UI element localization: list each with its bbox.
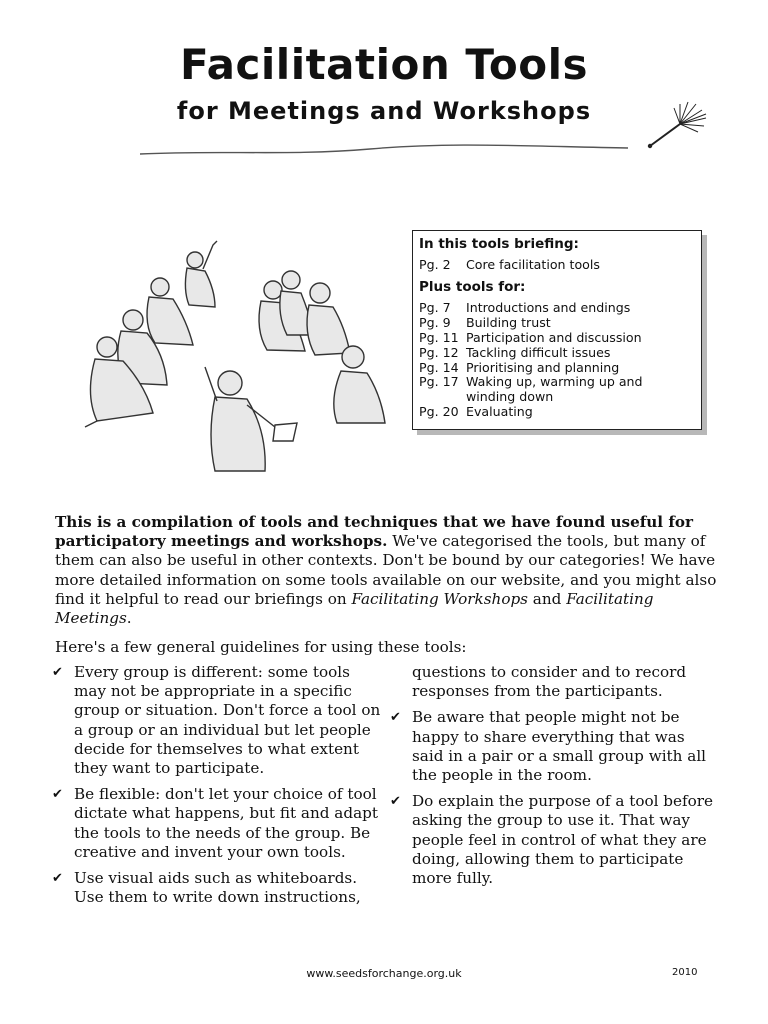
contents-row xyxy=(419,346,695,361)
guideline-item xyxy=(52,663,382,778)
contents-page: Pg. 12 xyxy=(419,344,459,360)
contents-label: Participation and discussion xyxy=(466,329,642,345)
contents-page xyxy=(419,390,466,405)
guideline-item xyxy=(390,792,720,888)
guideline-text: Be flexible: don't let your choice of tool dictate what happens, but fit and adapt the tools to the needs of the group. Be creative and invent your own tools. xyxy=(74,785,378,861)
contents-label: Tackling difficult issues xyxy=(466,344,611,360)
contents-page: Pg. 14 xyxy=(419,359,459,375)
contents-row xyxy=(419,390,695,405)
title-underline xyxy=(140,140,630,160)
guideline-item xyxy=(52,785,382,862)
intro-italic-meetings: Facilitating Meetings xyxy=(55,589,654,628)
contents-row xyxy=(419,301,695,316)
guideline-item xyxy=(52,869,382,907)
contents-page: Pg. 20 xyxy=(419,404,459,420)
tick-icon: ✔ xyxy=(52,871,63,887)
guidelines-lead: Here's a few general guidelines for using these tools: xyxy=(55,638,467,656)
tick-icon: ✔ xyxy=(52,787,63,803)
intro-italic-workshops: Facilitating Workshops xyxy=(351,589,528,608)
contents-label: Waking up, warming up and xyxy=(466,374,643,390)
contents-page: Pg. 2 xyxy=(419,257,451,272)
dandelion-seed-icon xyxy=(640,100,710,152)
guideline-text: Do explain the purpose of a tool before asking the group to use it. That way people feel in control of what they are doing, allowing them to participate more fully. xyxy=(412,792,714,888)
tick-icon: ✔ xyxy=(390,794,401,810)
intro-bold: This is a compilation of tools and techniques that we have found useful for participatory meetings and workshops. xyxy=(55,513,694,551)
guideline-text: Be aware that people might not be happy to share everything that was said in a pair or a small group with all the people in the room. xyxy=(412,708,707,785)
contents-label: winding down xyxy=(466,389,554,405)
guideline-text: Every group is different: some tools may not be appropriate in a specific group or situation. Don't force a tool on a group or an individual but let people decide for themselves to what extent they want to participate. xyxy=(74,663,381,778)
guideline-text: Use visual aids such as whiteboards. Use them to write down instructions, xyxy=(74,869,361,907)
contents-label: Introductions and endings xyxy=(466,299,631,315)
contents-page: Pg. 11 xyxy=(419,329,459,345)
guideline-item xyxy=(390,708,720,785)
contents-label: Prioritising and planning xyxy=(466,359,620,375)
contents-page: Pg. 7 xyxy=(419,299,451,315)
intro-text: We've categorised the tools, but many of them can also be useful in other contexts. Don't be bound by our categories! We have more detailed information on some tools available on our website, and you might also find it helpful to read our briefings on xyxy=(55,532,717,608)
guidelines-right-column xyxy=(390,663,720,895)
intro-end: . xyxy=(126,609,132,628)
guidelines-left-column xyxy=(52,663,382,914)
contents-row xyxy=(419,361,695,376)
contents-label: Building trust xyxy=(466,314,551,330)
intro-and: and xyxy=(527,589,567,608)
contents-label: Core facilitation tools xyxy=(466,257,600,272)
contents-box xyxy=(412,230,702,430)
contents-row xyxy=(419,375,695,390)
contents-row xyxy=(419,331,695,346)
footer-url: www.seedsforchange.org.uk xyxy=(306,967,462,980)
contents-row xyxy=(419,316,695,331)
plus-tools-heading: Plus tools for: xyxy=(419,278,526,295)
page-title: Facilitation Tools xyxy=(179,40,589,89)
contents-heading: In this tools briefing: xyxy=(419,236,579,252)
contents-page: Pg. 9 xyxy=(419,314,451,330)
people-circle-illustration xyxy=(75,235,395,485)
contents-page: Pg. 17 xyxy=(419,374,459,390)
contents-label: Evaluating xyxy=(466,404,533,420)
tick-icon: ✔ xyxy=(52,665,63,680)
contents-row xyxy=(419,405,695,420)
contents-row xyxy=(419,258,695,273)
tick-icon: ✔ xyxy=(390,710,401,726)
intro-paragraph xyxy=(55,513,725,628)
footer-year: 2010 xyxy=(672,967,698,978)
guideline-continuation: questions to consider and to record responses from the participants. xyxy=(412,663,687,701)
page-subtitle: for Meetings and Workshops xyxy=(176,97,592,125)
